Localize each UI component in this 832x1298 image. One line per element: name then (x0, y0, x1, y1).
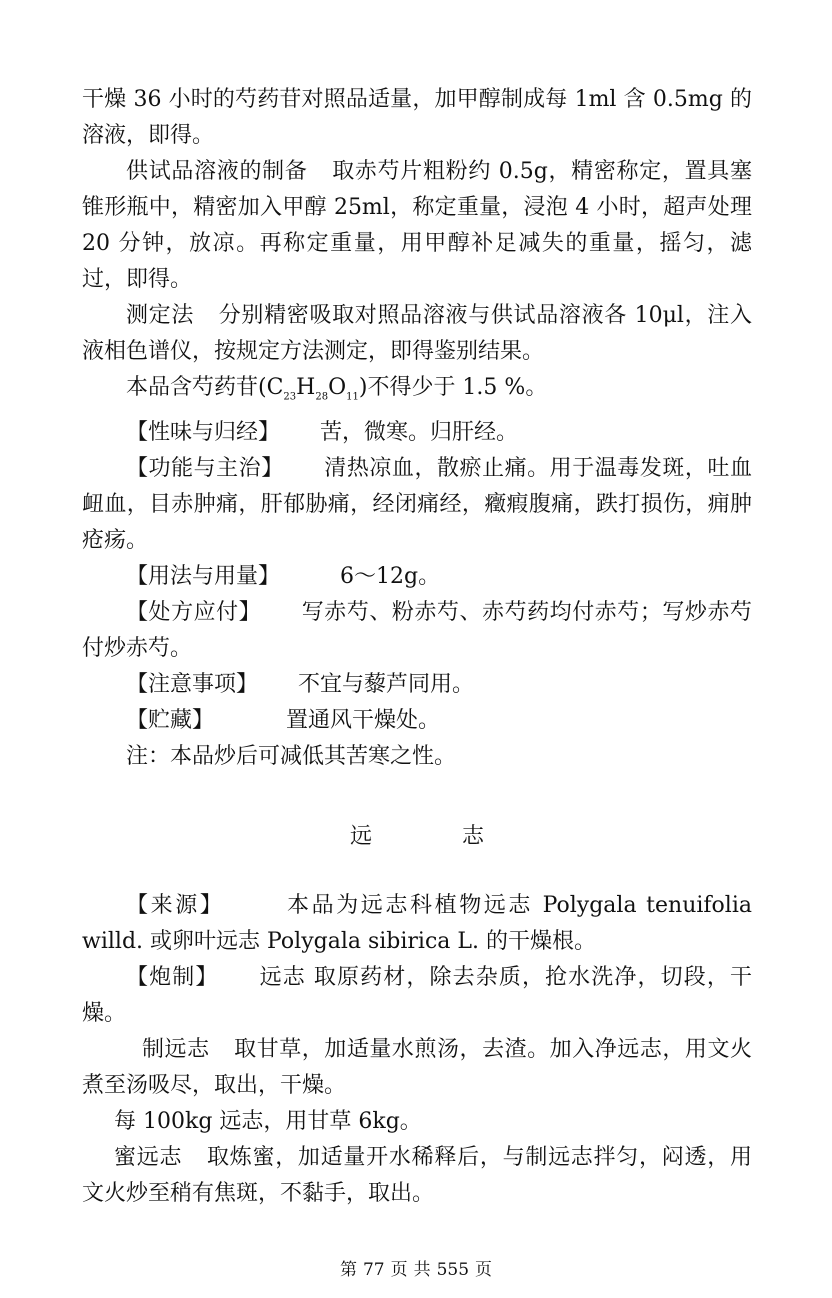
formula-text: H (296, 375, 316, 400)
paragraph-reference-solution: 干燥 36 小时的芍药苷对照品适量，加甲醇制成每 1ml 含 0.5mg 的溶液，即得。 (82, 87, 752, 148)
footer-word: 第 (339, 1260, 357, 1280)
section-heading: 【贮藏】 (126, 708, 215, 734)
paragraph-heading: 蜜远志 (114, 1145, 183, 1171)
section-body: 6～12g。 (340, 564, 441, 590)
section-heading: 【性味与归经】 (126, 420, 281, 446)
section-heading: 【炮制】 (126, 965, 219, 991)
title-char: 志 (462, 824, 485, 850)
paragraph-storage (82, 703, 752, 739)
section-body: 远志 取原药材，除去杂质，抢水洗净，切段，干燥。 (82, 965, 752, 1027)
section-body: 写赤芍、粉赤芍、赤芍药均付赤芍；写炒赤芍付炒赤芍。 (82, 600, 752, 662)
paragraph-prepared (82, 1032, 752, 1104)
paragraph-content-limit (82, 370, 752, 415)
section-body: 苦，微寒。归肝经。 (320, 420, 519, 446)
paragraph-heading: 测定法 (126, 303, 195, 328)
section-body: 本品为远志科植物远志 Polygala tenuifolia willd. 或卵叶远志 Polygala sibirica L. 的干燥根。 (82, 893, 752, 955)
footer-word: 共 (413, 1260, 431, 1280)
section-body: 清热凉血，散瘀止痛。用于温毒发斑，吐血衄血，目赤肿痛，肝郁胁痛，经闭痛经，癥瘕腹痛，跌打损伤，痈肿疮疡。 (82, 456, 752, 554)
formula-subscript: 23 (283, 391, 297, 403)
paragraph-method (82, 298, 752, 370)
section-heading: 【处方应付】 (126, 600, 262, 626)
section-heading: 【功能与主治】 (126, 456, 284, 482)
paragraph-body: 取炼蜜，加适量开水稀释后，与制远志拌匀，闷透，用文火炒至稍有焦斑，不黏手，取出。 (82, 1145, 752, 1207)
page-footer (0, 1255, 832, 1280)
formula-text: O (328, 375, 347, 400)
paragraph-note: 注：本品炒后可减低其苦寒之性。 (126, 744, 457, 770)
paragraph-function (82, 451, 752, 559)
formula-subscript: 11 (346, 391, 359, 403)
paragraph-heading: 制远志 (142, 1037, 210, 1063)
formula-text: )不得少于 1.5 %。 (358, 375, 548, 400)
section-heading: 【用法与用量】 (126, 564, 281, 590)
formula-text: 本品含芍药苷(C (126, 375, 284, 400)
paragraph-nature-meridian (82, 415, 752, 451)
document-page (82, 82, 752, 1212)
footer-word: 页 (475, 1260, 493, 1280)
paragraph-processing (82, 960, 752, 1032)
section-body: 置通风干燥处。 (286, 708, 441, 734)
paragraph-ratio: 每 100kg 远志，用甘草 6kg。 (114, 1109, 422, 1135)
paragraph-precautions (82, 667, 752, 703)
paragraph-dosage (82, 559, 752, 595)
paragraph-prescription (82, 595, 752, 667)
paragraph-body: 分别精密吸取对照品溶液与供试品溶液各 10μl，注入液相色谱仪，按规定方法测定，即得鉴别结果。 (82, 303, 752, 364)
paragraph-source (82, 888, 752, 960)
section-body: 不宜与藜芦同用。 (298, 672, 475, 698)
title-char: 远 (349, 824, 372, 850)
paragraph-body: 取赤芍片粗粉约 0.5g，精密称定，置具塞锥形瓶中，精密加入甲醇 25ml，称定重量，浸泡 4 小时，超声处理 20 分钟，放凉。再称定重量，用甲醇补足减失的重量，摇匀，滤过，即得。 (82, 159, 752, 292)
section-heading: 【注意事项】 (126, 672, 259, 698)
paragraph-honey (82, 1140, 752, 1212)
section-heading: 【来源】 (126, 893, 225, 919)
page-number: 77 (362, 1260, 385, 1280)
page-total: 555 (436, 1260, 470, 1280)
section-title (82, 819, 752, 850)
footer-word: 页 (390, 1260, 408, 1280)
formula-subscript: 28 (315, 391, 329, 403)
paragraph-heading: 供试品溶液的制备 (126, 159, 308, 184)
paragraph-test-solution (82, 154, 752, 298)
paragraph-body: 取甘草，加适量水煎汤，去渣。加入净远志，用文火煮至汤吸尽，取出，干燥。 (82, 1037, 752, 1099)
